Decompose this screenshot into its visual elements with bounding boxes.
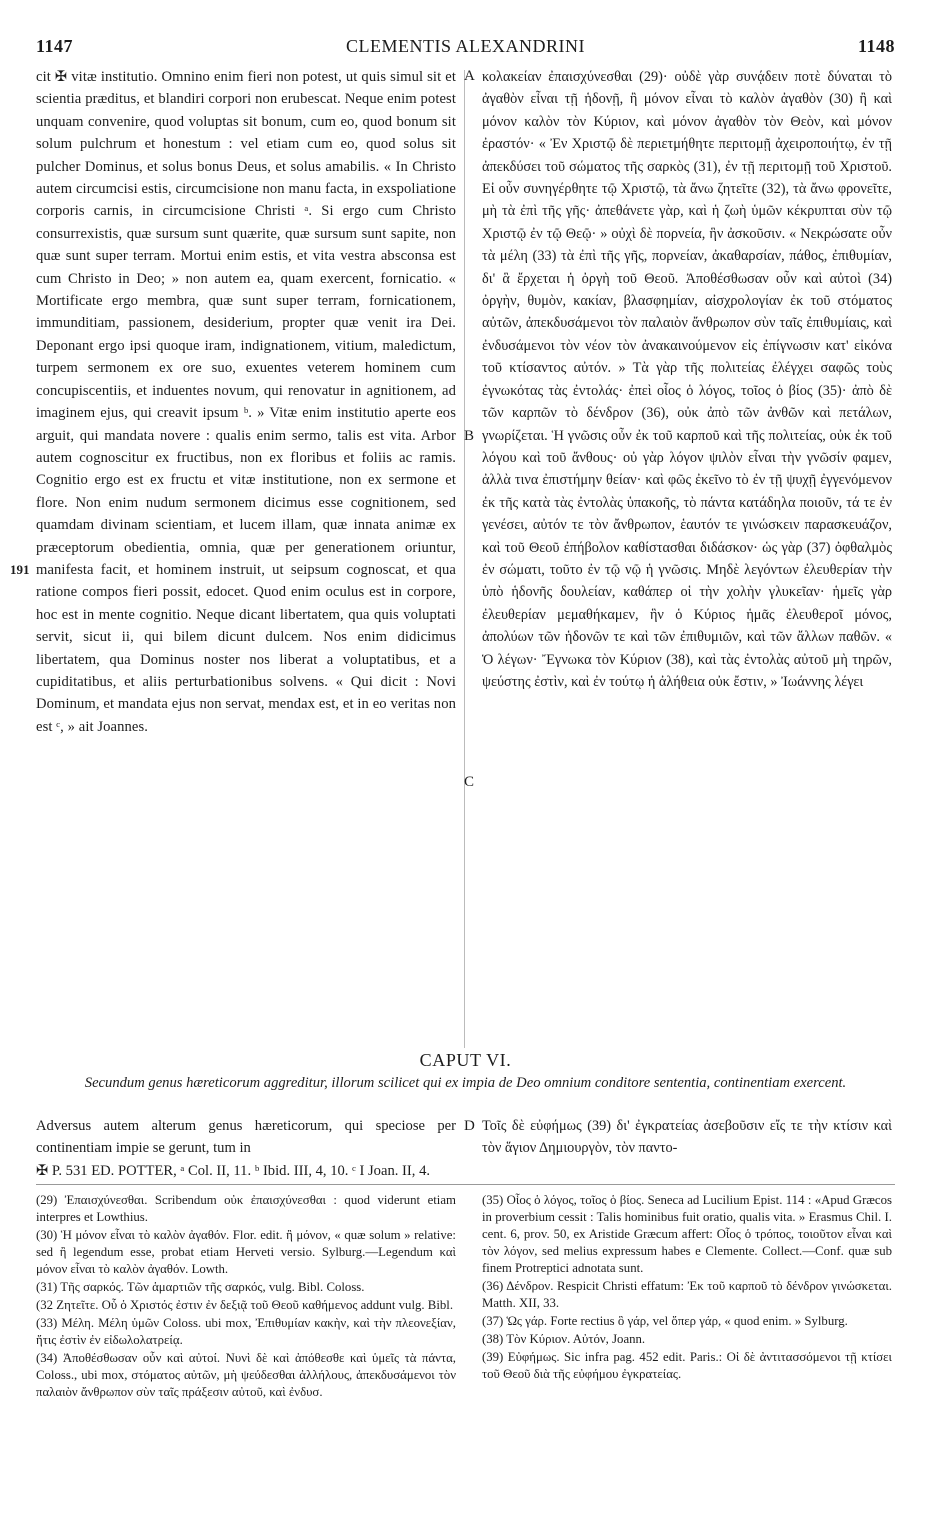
footnote: (37) Ὡς γάρ. Forte rectius ὃ γάρ, vel ὅπερ γάρ, « quod enim. » Sylburg. <box>482 1314 848 1328</box>
chapter-summary: Secundum genus hæreticorum aggreditur, illorum scilicet qui ex impia de Deo omnium conditore sententia, continentiam exercent. <box>84 1075 847 1091</box>
footnote: (31) Τῆς σαρκός. Τῶν ἁμαρτιῶν τῆς σαρκός, vulg. Bibl. Coloss. <box>36 1280 365 1294</box>
running-title: CLEMENTIS ALEXANDRINI <box>346 36 585 56</box>
page-number-right: 1148 <box>857 36 895 56</box>
references-line: ✠ P. 531 ED. POTTER, ᵃ Col. II, 11. ᵇ Ibid. III, 4, 10. ᶜ I Joan. II, 4. <box>36 1163 431 1179</box>
latin-column-continued: Adversus autem alterum genus hæreticorum, qui speciose per continentiam impie se gerunt, tum in <box>36 1118 456 1156</box>
footnotes-left <box>36 1192 456 1402</box>
greek-column-continued: Τοῖς δὲ εὐφήμως (39) δι' ἐγκρατείας ἀσεβοῦσιν εἴς τε τὴν κτίσιν καὶ τὸν ἅγιον Δημιουργὸν, τὸν παντο- <box>482 1118 892 1156</box>
footnote: (32 Ζητεῖτε. Οὗ ὁ Χριστός ἐστιν ἐν δεξιᾷ τοῦ Θεοῦ καθήμενος addunt vulg. Bibl. <box>36 1298 454 1312</box>
greek-column: κολακείαν ἐπαισχύνεσθαι (29)· οὐδὲ γὰρ συνᾴδειν ποτὲ δύναται τὸ ἀγαθὸν εἶναι τῇ ἡδονῇ, ἢ μόνον εἶναι τὸ καλὸν ἀγαθὸν (30) ἢ καὶ μόνον καλὸν τὸν Κύριον, καὶ μόνον ἀγαθὸν τὸν Θεὸν, καὶ μόνον ἐραστόν· « Ἐν Χριστῷ δὲ περιετμήθητε περιτομῇ ἀχειροποιήτῳ, ἐν τῇ ἀπεκδύσει τοῦ σώματος τῆς σαρκὸς (31), ἐν τῇ περιτομῇ τοῦ Χριστοῦ. Εἰ οὖν συνηγέρθητε τῷ Χριστῷ, τὰ ἄνω ζητεῖτε (32), τὰ ἄνω φρονεῖτε, μὴ τὰ ἐπὶ τῆς γῆς· ἀπεθάνετε γὰρ, καὶ ἡ ζωὴ ὑμῶν κέκρυπται σὺν τῷ Χριστῷ ἐν τῷ Θεῷ· » οὐχὶ δὲ πορνεία, ἣν ἀσκοῦσιν. « Νεκρώσατε οὖν τὰ μέλη (33) τὰ ἐπὶ τῆς γῆς, πορνείαν, ἀκαθαρσίαν, πάθος, ἐπιθυμίαν, δι' ἃ ἔρχεται ἡ ὀργὴ τοῦ Θεοῦ. Ἀποθέσθωσαν οὖν καὶ αὐτοὶ (34) ὀργὴν, θυμὸν, κακίαν, βλασφημίαν, αἰσχρολογίαν ἐκ τοῦ στόματος αὐτῶν, ἀπεκδυσάμενοι τὸν παλαιὸν ἄνθρωπον σὺν ταῖς ἐπιθυμίαις, καὶ ἐνδυσάμενοι τὸν νέον τὸν ἀνακαινούμενον εἰς ἐπίγνωσιν κατ' εἰκόνα τοῦ κτίσαντος αὐτόν. » Τὰ γὰρ τῆς πολιτείας ἐλέγχει σαφῶς τοὺς ἐγνωκότας τὰς ἐντολάς· ἐπεὶ οἷος ὁ λόγος, τοῖος ὁ βίος (35)· ἀπὸ δὲ τῶν καρπῶν τὸ δένδρον (36), οὐκ ἀπὸ τῶν ἀνθῶν καὶ πετάλων, γνωρίζεται. Ἡ γνῶσις οὖν ἐκ τοῦ καρποῦ καὶ τῆς πολιτείας, οὐκ ἐκ τοῦ λόγου καὶ τοῦ ἄνθους· οὐ γὰρ λόγον ψιλὸν εἶναι τὴν γνῶσίν φαμεν, ἀλλὰ τινα ἐπιστήμην θείαν· καὶ φῶς ἐκεῖνο τὸ ἐν τῇ ψυχῇ ἐγγενόμενον ἐκ τῆς κατὰ τὰς ἐντολὰς ὑπακοῆς, τὸ πάντα κατάδηλα ποιοῦν, τά τε ἐν γενέσει, αὐτόν τε τὸν ἄνθρωπον, ἑαυτόν τε γινώσκειν παρασκευάζον, καὶ τοῦ Θεοῦ ἐπήβολον καθίστασθαι διδάσκον· ὡς γὰρ (37) ὀφθαλμὸς ἐν σώματι, τοῦτο ἐν τῷ νῷ ἡ γνῶσις. Μηδὲ λεγόντων ἐλευθερίαν τὴν ὑπὸ ἡδονῆς δουλείαν, καθάπερ οἱ τὴν χολὴν γλυκεῖαν· ἡμεῖς γὰρ ἐλευθερίαν μεμαθήκαμεν, ἣν ὁ Κύριος ἡμᾶς ἐλευθεροῖ μόνος, ἀπολύων τῶν ἡδονῶν τε καὶ τῶν ἐπιθυμιῶν, καὶ τῶν ἄλλων παθῶν. « Ὁ λέγων· Ἔγνωκα τὸν Κύριον (38), καὶ τὰς ἐντολὰς αὐτοῦ μὴ τηρῶν, ψεύστης ἐστὶν, καὶ ἐν τούτῳ ἡ ἀλήθεια οὐκ ἔστιν, » Ἰωάννης λέγει <box>482 69 892 690</box>
section-marker-c: C <box>464 774 475 790</box>
footnote: (36) Δένδρον. Respicit Christi effatum: Ἐκ τοῦ καρποῦ τὸ δένδρον γινώσκεται. Matth. XII, 33. <box>482 1279 892 1310</box>
section-marker-d: D <box>464 1118 475 1134</box>
page-header <box>36 36 895 62</box>
footnotes-right <box>482 1192 892 1384</box>
latin-column: cit ✠ vitæ institutio. Omnino enim fieri non potest, ut quis simul sit et scientia præditus, et blandiri corpori non erubescat. Neque enim potest unquam convenire, quod voluptas sit bonum, cum eo, quod bonum sit solum pulchrum et honestum : vel etiam cum eo, quod solus sit pulcher Dominus, et solus bonus Deus, et solus amabilis. « In Christo autem circumcisi estis, circumcisione non manu facta, in exspoliatione corporis carnis, in circumcisione Christi ᵃ. Si ergo cum Christo consurrexistis, quæ sursum sunt quærite, quæ sursum sunt sapite, non quæ sunt super terram. Mortui enim estis, et vita vestra absconsa est cum Christo in Deo; » non autem ea, quam exercent, fornicatio. « Mortificate ergo membra, quæ sunt super terram, fornicationem, immunditiam, passionem, desiderium, propter quæ venit ira Dei. Deponant ergo ipsi quoque iram, indignationem, vitium, maledictum, turpem sermonem ex ore suo, exuentes veterem hominem cum concupiscentiis, et induentes novum, qui renovatur in agnitionem, ad imaginem ejus, qui creavit ipsum ᵇ. » Vitæ enim institutio aperte eos arguit, qui mandata novere : qualis enim sermo, talis est vita. Arbor autem cognoscitur ex fructibus, non ex floribus et foliis ac ramis. Cognitio ergo est ex fructu et vitæ institutione, non ex sermone et flore. Non enim nudum sermonem dicimus esse cognitionem, sed quamdam divinam scientiam, et lucem illam, quæ innata animæ ex præceptorum obedientia, omnia, quæ per generationem oriuntur, manifesta facit, et hominem instruit, ut seipsum cognoscat, et qua ratione compos fieri possit, edocet. Quod enim oculus est in corpore, hoc est in mente cognitio. Neque dicant libertatem, qua quis voluptati servit, sicut ii, qui bilem dicunt dulcem. Nos enim didicimus libertatem, qua Dominus noster nos liberat a voluptatibus, et a cupiditatibus, et aliis perturbationibus solvens. « Qui dicit : Novi Dominum, et mandata ejus non servat, mendax est, et in eo veritas non est ᶜ, » ait Joannes. <box>36 69 456 735</box>
footnote: (39) Εὐφήμως. Sic infra pag. 452 edit. Paris.: Οἱ δὲ ἀντιτασσόμενοι τῇ κτίσει τοῦ Θεοῦ διὰ τῆς εὐφήμου ἐγκρατείας. <box>482 1350 892 1381</box>
footnote: (29) Ἐπαισχύνεσθαι. Scribendum οὐκ ἐπαισχύνεσθαι : quod viderunt etiam interpres et Lowthius. <box>36 1193 456 1224</box>
footnote: (34) Ἀποθέσθωσαν οὖν καὶ αὐτοί. Νυνὶ δὲ καὶ ἀπόθεσθε καὶ ὑμεῖς τὰ πάντα, Coloss., ubi mox, στόματος αὐτῶν, μὴ ψεύδεσθαι ἀλλήλους, ἀπεκδυσάμενοι τὸν παλαιὸν ἄνθρωπον σὺν ταῖς πράξεσιν αὐτοῦ, καὶ ἐνδυσ. <box>36 1351 456 1399</box>
footnote-rule <box>36 1184 895 1185</box>
footnote: (33) Μέλη. Μέλη ὑμῶν Coloss. ubi mox, Ἐπιθυμίαν κακὴν, καὶ τὴν πλεονεξίαν, ἥτις ἐστὶν ἐν εἰδωλολατρείᾳ. <box>36 1316 456 1347</box>
footnote: (30) Ἡ μόνον εἶναι τὸ καλὸν ἀγαθόν. Flor. edit. ἢ μόνον, « quæ solum » relative: sed ἢ legendum esse, probat etiam Herveti versio. Sylburg.—Legendum καὶ μόνον εἶναι τὸ καλὸν ἀγαθόν. Lowth. <box>36 1228 456 1276</box>
section-marker-a: A <box>464 68 475 84</box>
margin-page-number: 191 <box>10 562 30 577</box>
chapter-heading: CAPUT VI. <box>419 1050 512 1070</box>
section-marker-b: B <box>464 428 475 444</box>
footnote: (35) Οἷος ὁ λόγος, τοῖος ὁ βίος. Seneca ad Lucilium Epist. 114 : «Apud Græcos in proverbium cessit : Talis hominibus fuit oratio, qualis vita. » Erasmus Chil. I. cent. 6, prov. 50, ex Aristide Græcum affert: Οἷος ὁ τρόπος, τοιοῦτον εἶναι καὶ τὸν λόγον, sed melius expressum habes e Clemente. Collect.—Conf. quæ sub finem Protreptici adnotata sunt. <box>482 1193 892 1275</box>
column-divider <box>464 70 465 1048</box>
footnote: (38) Τὸν Κύριον. Αὐτόν, Joann. <box>482 1332 646 1346</box>
page-number-left: 1147 <box>36 36 74 56</box>
